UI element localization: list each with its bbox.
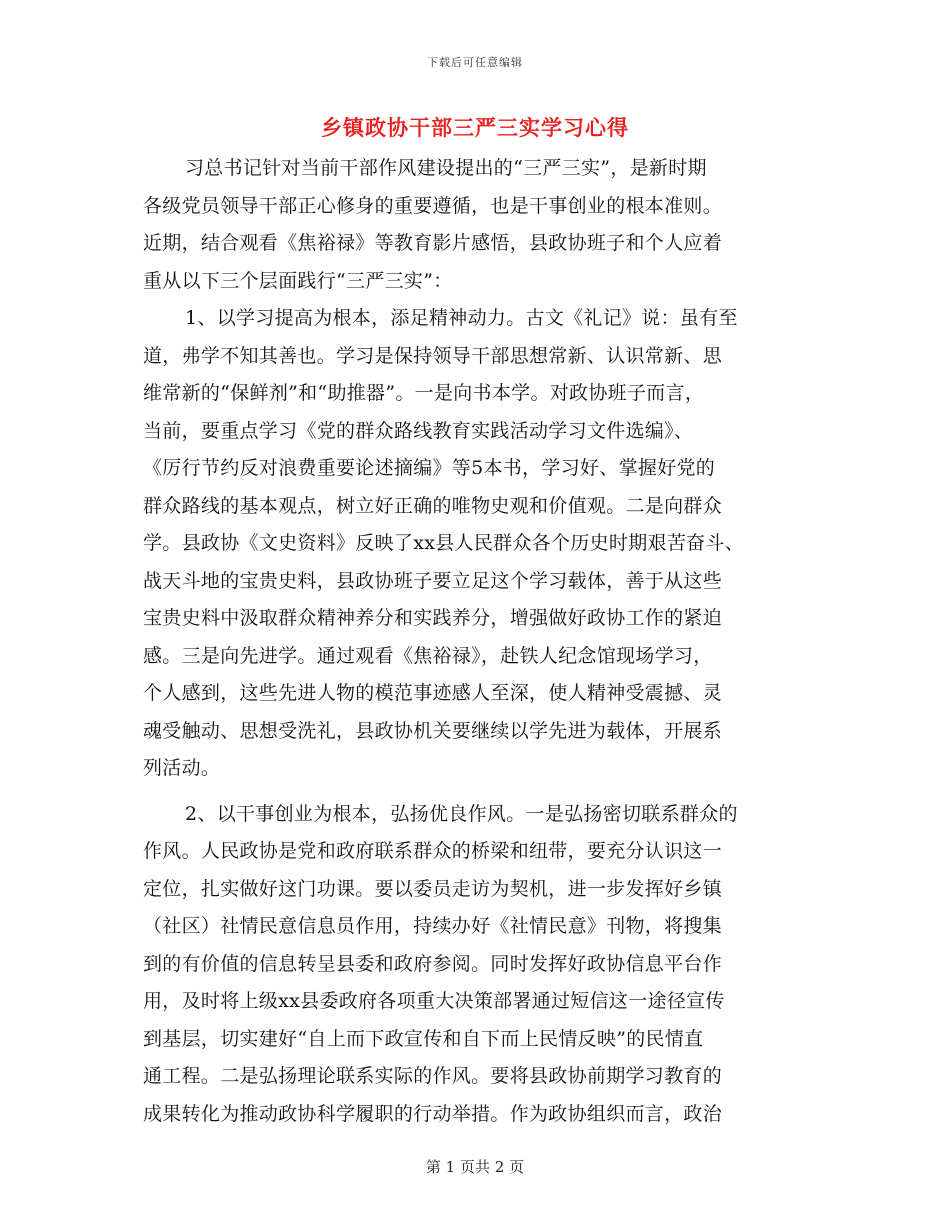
paragraph-line: 《厉行节约反对浪费重要论述摘编》等5本书，学习好、掌握好党的 [143, 457, 716, 479]
page-number-footer: 第 1 页共 2 页 [425, 1158, 525, 1176]
header-note: 下载后可任意编辑 [427, 56, 523, 69]
paragraph-line: 重从以下三个层面践行“三严三实”： [143, 269, 453, 292]
paragraph-line: 各级党员领导干部正心修身的重要遵循，也是干事创业的根本准则。 [143, 194, 723, 217]
document-body [143, 150, 809, 1133]
paragraph-line: 近期，结合观看《焦裕禄》等教育影片感悟，县政协班子和个人应着 [143, 232, 723, 254]
paragraph-line: 感。三是向先进学。通过观看《焦裕禄》，赴铁人纪念馆现场学习， [143, 644, 713, 667]
paragraph-line: 当前，要重点学习《党的群众路线教育实践活动学习文件选编》、 [143, 419, 694, 442]
paragraph-line: 列活动。 [143, 757, 221, 779]
paragraph-line: 到基层，切实建好“自上而下政宣传和自下而上民情反映”的民情直 [143, 1027, 704, 1050]
paragraph-line: 1、以学习提高为根本，添足精神动力。古文《礼记》说：虽有至 [185, 307, 738, 329]
paragraph-line: 成果转化为推动政协科学履职的行动举措。作为政协组织而言，政治 [143, 1102, 723, 1125]
paragraph-line: 战天斗地的宝贵史料，县政协班子要立足这个学习载体，善于从这些 [143, 569, 723, 592]
paragraph-3 [143, 796, 809, 1134]
paragraph-line: 用，及时将上级xx县委政府各项重大决策部署通过短信这一途径宣传 [143, 990, 725, 1012]
document-title: 乡镇政协干部三严三实学习心得 [321, 115, 629, 140]
paragraph-line: 通工程。二是弘扬理论联系实际的作风。要将县政协前期学习教育的 [143, 1065, 723, 1087]
paragraph-2 [143, 300, 809, 788]
paragraph-line: 群众路线的基本观点，树立好正确的唯物史观和价值观。二是向群众 [143, 494, 723, 517]
paragraph-line: 宝贵史料中汲取群众精神养分和实践养分，增强做好政协工作的紧迫 [143, 607, 723, 629]
paragraph-line: 魂受触动、思想受洗礼，县政协机关要继续以学先进为载体，开展系 [143, 719, 723, 742]
paragraph-line: 维常新的“保鲜剂”和“助推器”。一是向书本学。对政协班子而言， [143, 382, 705, 404]
paragraph-line: 道，弗学不知其善也。学习是保持领导干部思想常新、认识常新、思 [143, 344, 723, 367]
paragraph-line: 习总书记针对当前干部作风建设提出的“三严三实”，是新时期 [185, 157, 707, 179]
paragraph-line: （社区）社情民意信息员作用，持续办好《社情民意》刊物，将搜集 [143, 915, 723, 937]
paragraph-line: 学。县政协《文史资料》反映了xx县人民群众各个历史时期艰苦奋斗、 [143, 532, 745, 554]
paragraph-line: 作风。人民政协是党和政府联系群众的桥梁和纽带，要充分认识这一 [143, 840, 723, 862]
paragraph-1 [143, 150, 809, 300]
paragraph-line: 定位，扎实做好这门功课。要以委员走访为契机，进一步发挥好乡镇 [143, 877, 723, 900]
paragraph-line: 到的有价值的信息转呈县委和政府参阅。同时发挥好政协信息平台作 [143, 952, 723, 975]
paragraph-gap [143, 788, 809, 796]
paragraph-line: 个人感到，这些先进人物的模范事迹感人至深，使人精神受震撼、灵 [143, 682, 723, 704]
paragraph-line: 2、以干事创业为根本，弘扬优良作风。一是弘扬密切联系群众的 [185, 802, 738, 825]
